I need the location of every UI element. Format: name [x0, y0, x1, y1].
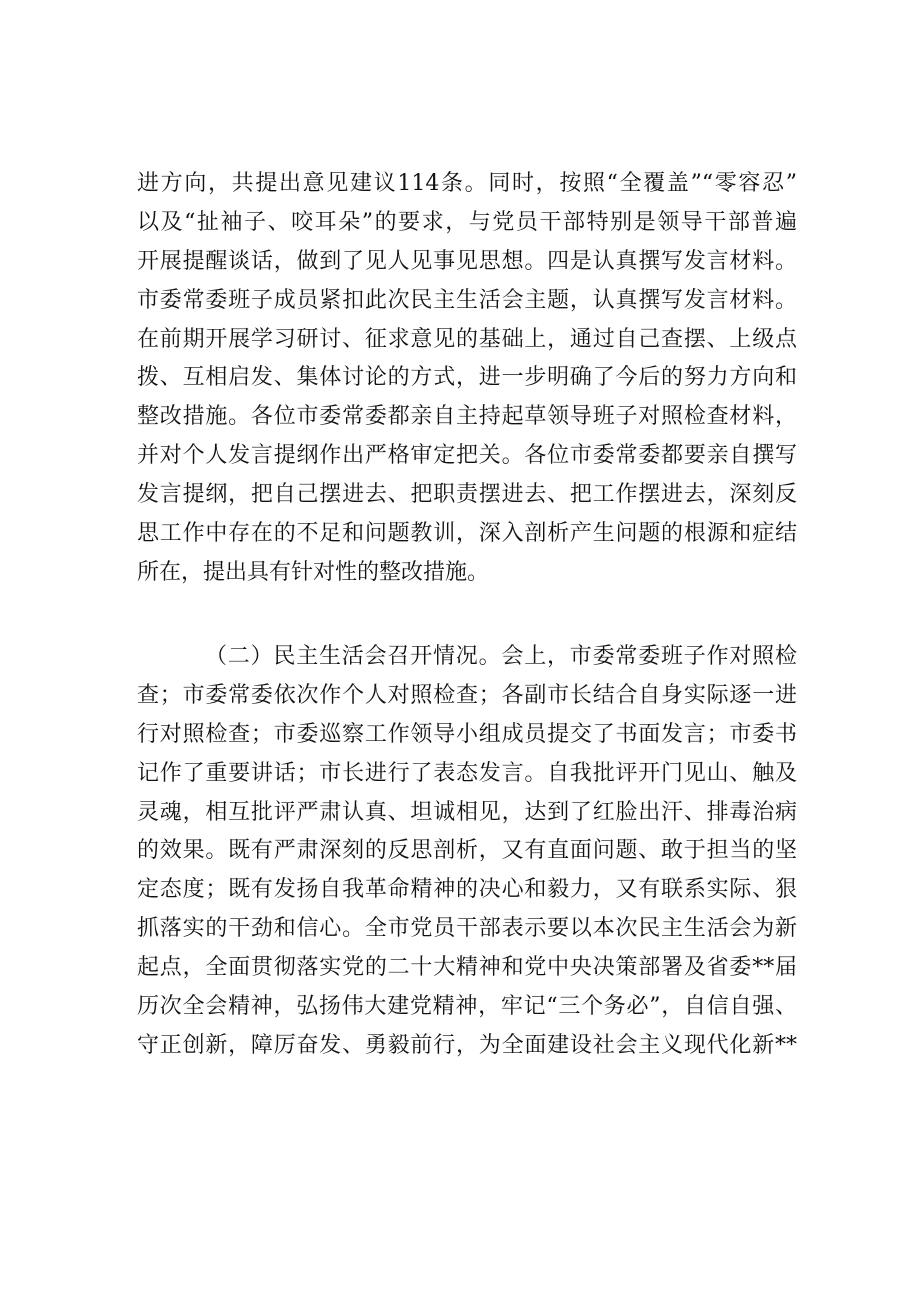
paragraph-line: 起点，全面贯彻落实党的二十大精神和党中央决策部署及省委**届 [137, 955, 797, 981]
paragraph-line: 在前期开展学习研讨、征求意见的基础上，通过自己查摆、上级点 [137, 326, 797, 352]
paragraph-line: 所在，提出具有针对性的整改措施。 [137, 559, 490, 585]
paragraph-line: 拨、互相启发、集体讨论的方式，进一步明确了今后的努力方向和 [137, 365, 797, 391]
paragraph-line: 行对照检查；市委巡察工作领导小组成员提交了书面发言；市委书 [137, 721, 797, 747]
paragraph-line: 开展提醒谈话，做到了见人见事见思想。四是认真撰写发言材料。 [137, 248, 797, 274]
paragraph-line: 记作了重要讲话；市长进行了表态发言。自我批评开门见山、触及 [137, 760, 797, 786]
paragraph-line: 市委常委班子成员紧扣此次民主生活会主题，认真撰写发言材料。 [137, 287, 797, 313]
paragraph-line: 守正创新，障厉奋发、勇毅前行，为全面建设社会主义现代化新** [137, 1032, 797, 1058]
paragraph-1 [137, 165, 797, 593]
paragraph-line: 灵魂，相互批评严肃认真、坦诚相见，达到了红脸出汗、排毒治病 [137, 799, 797, 825]
paragraph-line: 定态度；既有发扬自我革命精神的决心和毅力，又有联系实际、狠 [137, 877, 797, 903]
paragraph-line: 查；市委常委依次作个人对照检查；各副市长结合自身实际逐一进 [137, 682, 797, 708]
paragraph-line: 以及“扯袖子、咬耳朵”的要求，与党员干部特别是领导干部普遍 [137, 209, 797, 235]
paragraph-line: 进方向，共提出意见建议114条。同时，按照“全覆盖”“零容忍” [137, 171, 797, 196]
paragraph-2 [137, 638, 797, 1066]
paragraph-line: 整改措施。各位市委常委都亲自主持起草领导班子对照检查材料， [137, 404, 797, 430]
paragraph-line: 的效果。既有严肃深刻的反思剖析，又有直面问题、敢于担当的坚 [137, 838, 797, 864]
paragraph-line: 发言提纲，把自己摆进去、把职责摆进去、把工作摆进去，深刻反 [137, 482, 797, 508]
paragraph-line: （二）民主生活会召开情况。会上，市委常委班子作对照检 [205, 644, 797, 669]
paragraph-line: 并对个人发言提纲作出严格审定把关。各位市委常委都要亲自撰写 [137, 443, 797, 469]
paragraph-line: 历次全会精神，弘扬伟大建党精神，牢记“三个务必”，自信自强、 [137, 994, 797, 1020]
paragraph-line: 思工作中存在的不足和问题教训，深入剖析产生问题的根源和症结 [137, 521, 797, 547]
paragraph-line: 抓落实的干劲和信心。全市党员干部表示要以本次民主生活会为新 [137, 916, 797, 942]
